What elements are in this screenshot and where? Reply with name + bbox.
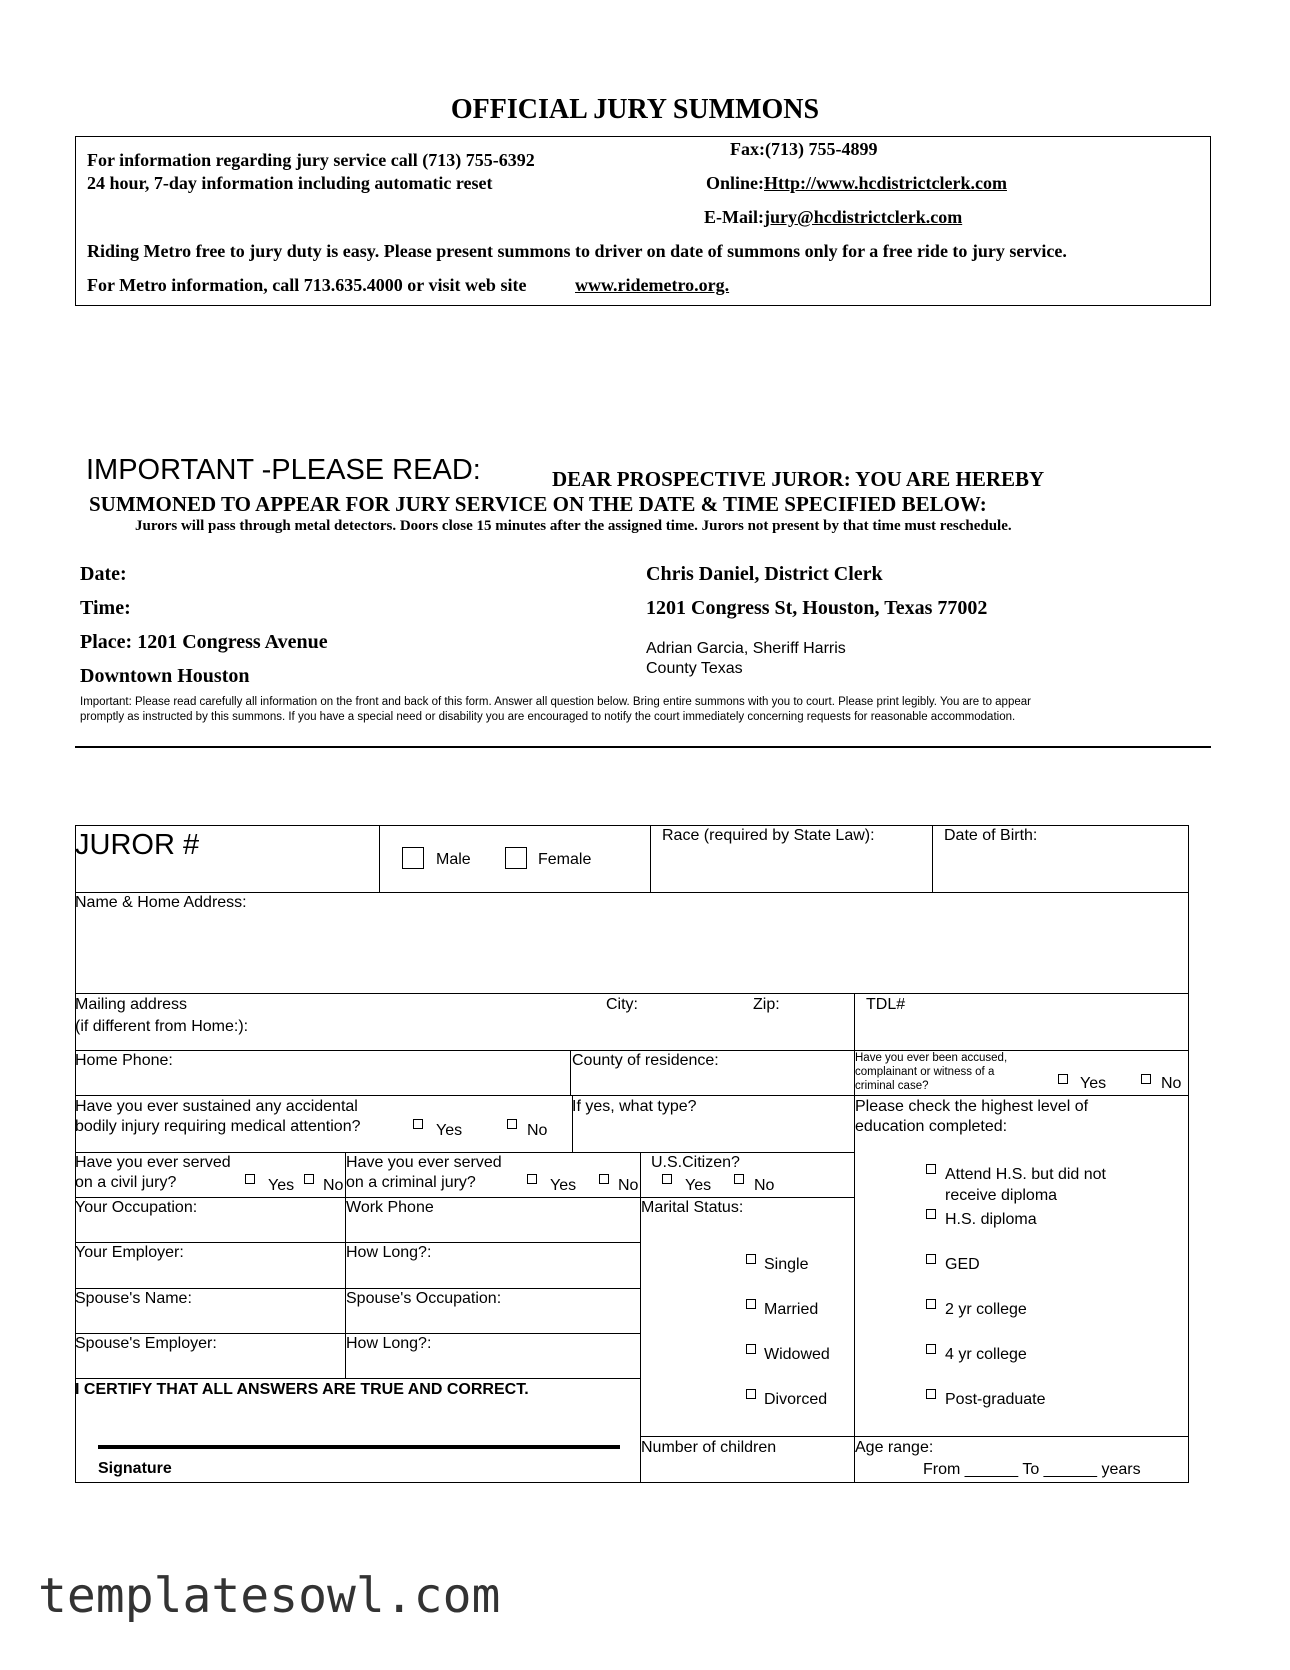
tdl-label: TDL# <box>866 996 906 1013</box>
accused-yes-checkbox[interactable] <box>1058 1072 1068 1090</box>
civil-line2: on a civil jury? <box>75 1174 177 1191</box>
occupation-label: Your Occupation: <box>75 1199 198 1216</box>
important-note-line2: promptly as instructed by this summons. If you have a special need or disability you are encouraged to notify the court immediately concerning requests for reasonable accommodation. <box>80 711 1016 723</box>
clerk-address: 1201 Congress St, Houston, Texas 77002 <box>646 597 988 619</box>
race-label: Race (required by State Law): <box>662 827 875 844</box>
dob-label: Date of Birth: <box>944 827 1038 844</box>
male-label: Male <box>436 851 471 868</box>
accused-line2: complainant or witness of a <box>855 1066 995 1078</box>
edu-2yr-checkbox[interactable] <box>926 1297 936 1315</box>
time-label: Time: <box>80 597 131 619</box>
accused-no-label: No <box>1161 1075 1182 1092</box>
email-label: E-Mail: <box>704 207 764 227</box>
separator-line <box>75 746 1211 748</box>
metro-info: For Metro information, call 713.635.4000 or visit web site <box>87 275 527 295</box>
juror-number-label: JUROR # <box>75 829 200 861</box>
edu-hs-nodiploma-checkbox[interactable] <box>926 1162 936 1180</box>
spouse-employer-label: Spouse's Employer: <box>75 1335 217 1352</box>
marital-single-label: Single <box>764 1256 809 1273</box>
certify-text: I CERTIFY THAT ALL ANSWERS ARE TRUE AND CORRECT. <box>75 1381 529 1398</box>
injury-line1: Have you ever sustained any accidental <box>75 1098 358 1115</box>
sheriff-line1: Adrian Garcia, Sheriff Harris <box>646 640 846 657</box>
injury-no-label: No <box>527 1122 548 1139</box>
info-hours: 24 hour, 7-day information including automatic reset <box>87 173 493 193</box>
accused-yes-label: Yes <box>1080 1075 1107 1092</box>
metro-text: Riding Metro free to jury duty is easy. Please present summons to driver on date of summons only for a free ride to jury service. <box>87 241 1067 261</box>
email-link[interactable]: jury@hcdistrictclerk.com <box>764 207 963 227</box>
marital-widowed-label: Widowed <box>764 1346 830 1363</box>
downtown-label: Downtown Houston <box>80 665 250 687</box>
city-label: City: <box>606 996 638 1013</box>
edu-hs-diploma-checkbox[interactable] <box>926 1207 936 1225</box>
edu-2yr-label: 2 yr college <box>945 1301 1027 1318</box>
citizen-yes-label: Yes <box>685 1177 712 1194</box>
education-line2: education completed: <box>855 1118 1008 1135</box>
county-label: County of residence: <box>572 1052 719 1069</box>
sheriff-line2: County Texas <box>646 660 743 677</box>
metro-link[interactable]: www.ridemetro.org. <box>575 275 730 295</box>
edu-postgrad-checkbox[interactable] <box>926 1387 936 1405</box>
metal-detectors-text: Jurors will pass through metal detectors. Doors close 15 minutes after the assigned time. Jurors not present by that time must reschedule. <box>135 518 1012 534</box>
education-line1: Please check the highest level of <box>855 1098 1089 1115</box>
injury-yes-label: Yes <box>436 1122 463 1139</box>
edu-4yr-label: 4 yr college <box>945 1346 1027 1363</box>
marital-married-checkbox[interactable] <box>746 1297 756 1315</box>
marital-divorced-label: Divorced <box>764 1391 828 1408</box>
important-note-line1: Important: Please read carefully all information on the front and back of this form. Answer all question below. Bring entire summons with you to court. Please print legibly. You are to appear <box>80 696 1031 708</box>
marital-married-label: Married <box>764 1301 819 1318</box>
spouse-occupation-label: Spouse's Occupation: <box>346 1290 502 1307</box>
spouse-name-label: Spouse's Name: <box>75 1290 192 1307</box>
how-long-label: How Long?: <box>346 1244 432 1261</box>
marital-label: Marital Status: <box>641 1199 744 1216</box>
place-label: Place: 1201 Congress Avenue <box>80 631 328 653</box>
edu-hs-nodiploma-line1: Attend H.S. but did not <box>945 1166 1106 1183</box>
criminal-yes-checkbox[interactable] <box>527 1172 537 1190</box>
citizen-label: U.S.Citizen? <box>651 1154 740 1171</box>
female-checkbox[interactable] <box>505 847 527 869</box>
edu-postgrad-label: Post-graduate <box>945 1391 1046 1408</box>
criminal-yes-label: Yes <box>550 1177 577 1194</box>
dear-juror: DEAR PROSPECTIVE JUROR: YOU ARE HEREBY <box>552 467 1045 491</box>
if-yes-label: If yes, what type? <box>572 1098 697 1115</box>
age-range-value: From ______ To ______ years <box>923 1461 1141 1478</box>
civil-line1: Have you ever served <box>75 1154 231 1171</box>
accused-line1: Have you ever been accused, <box>855 1052 1008 1064</box>
edu-hs-diploma-label: H.S. diploma <box>945 1211 1037 1228</box>
page-title: OFFICIAL JURY SUMMONS <box>450 94 820 125</box>
male-checkbox[interactable] <box>402 847 424 869</box>
citizen-yes-checkbox[interactable] <box>662 1172 672 1190</box>
criminal-no-label: No <box>618 1177 639 1194</box>
edu-ged-checkbox[interactable] <box>926 1252 936 1270</box>
online-link[interactable]: Http://www.hcdistrictclerk.com <box>764 173 1007 193</box>
edu-hs-nodiploma-line2: receive diploma <box>945 1187 1058 1204</box>
mailing-label: Mailing address <box>75 996 188 1013</box>
date-label: Date: <box>80 563 127 585</box>
marital-widowed-checkbox[interactable] <box>746 1342 756 1360</box>
spouse-how-long-label: How Long?: <box>346 1335 432 1352</box>
marital-divorced-checkbox[interactable] <box>746 1387 756 1405</box>
civil-yes-label: Yes <box>268 1177 295 1194</box>
employer-label: Your Employer: <box>75 1244 184 1261</box>
summoned-text: SUMMONED TO APPEAR FOR JURY SERVICE ON THE DATE & TIME SPECIFIED BELOW: <box>89 492 987 516</box>
children-label: Number of children <box>641 1439 777 1456</box>
accused-line3: criminal case? <box>855 1080 929 1092</box>
info-email <box>704 207 962 228</box>
clerk-name: Chris Daniel, District Clerk <box>646 563 883 585</box>
home-phone-label: Home Phone: <box>75 1052 173 1069</box>
criminal-line1: Have you ever served <box>346 1154 502 1171</box>
citizen-no-label: No <box>754 1177 775 1194</box>
edu-4yr-checkbox[interactable] <box>926 1342 936 1360</box>
civil-no-checkbox[interactable] <box>304 1172 314 1190</box>
edu-ged-label: GED <box>945 1256 980 1273</box>
female-label: Female <box>538 851 592 868</box>
criminal-no-checkbox[interactable] <box>599 1172 609 1190</box>
marital-single-checkbox[interactable] <box>746 1252 756 1270</box>
info-call: For information regarding jury service call (713) 755-6392 <box>87 150 535 170</box>
zip-label: Zip: <box>753 996 780 1013</box>
important-heading: IMPORTANT -PLEASE READ: <box>86 454 481 486</box>
accused-no-checkbox[interactable] <box>1141 1072 1151 1090</box>
online-label: Online: <box>706 173 765 193</box>
injury-line2: bodily injury requiring medical attention? <box>75 1118 361 1135</box>
name-address-label: Name & Home Address: <box>75 894 247 911</box>
signature-label: Signature <box>98 1460 172 1477</box>
info-fax: Fax:(713) 755-4899 <box>730 139 878 159</box>
injury-yes-checkbox[interactable] <box>413 1117 423 1135</box>
injury-no-checkbox[interactable] <box>507 1117 517 1135</box>
signature-line[interactable] <box>98 1445 620 1449</box>
criminal-line2: on a criminal jury? <box>346 1174 476 1191</box>
age-range-label: Age range: <box>855 1439 934 1456</box>
mailing-note: (if different from Home:): <box>75 1018 249 1035</box>
citizen-no-checkbox[interactable] <box>734 1172 744 1190</box>
watermark-text: templatesowl.com <box>38 1568 501 1624</box>
civil-yes-checkbox[interactable] <box>245 1172 255 1190</box>
civil-no-label: No <box>323 1177 344 1194</box>
work-phone-label: Work Phone <box>346 1199 434 1216</box>
info-online <box>706 173 1007 194</box>
